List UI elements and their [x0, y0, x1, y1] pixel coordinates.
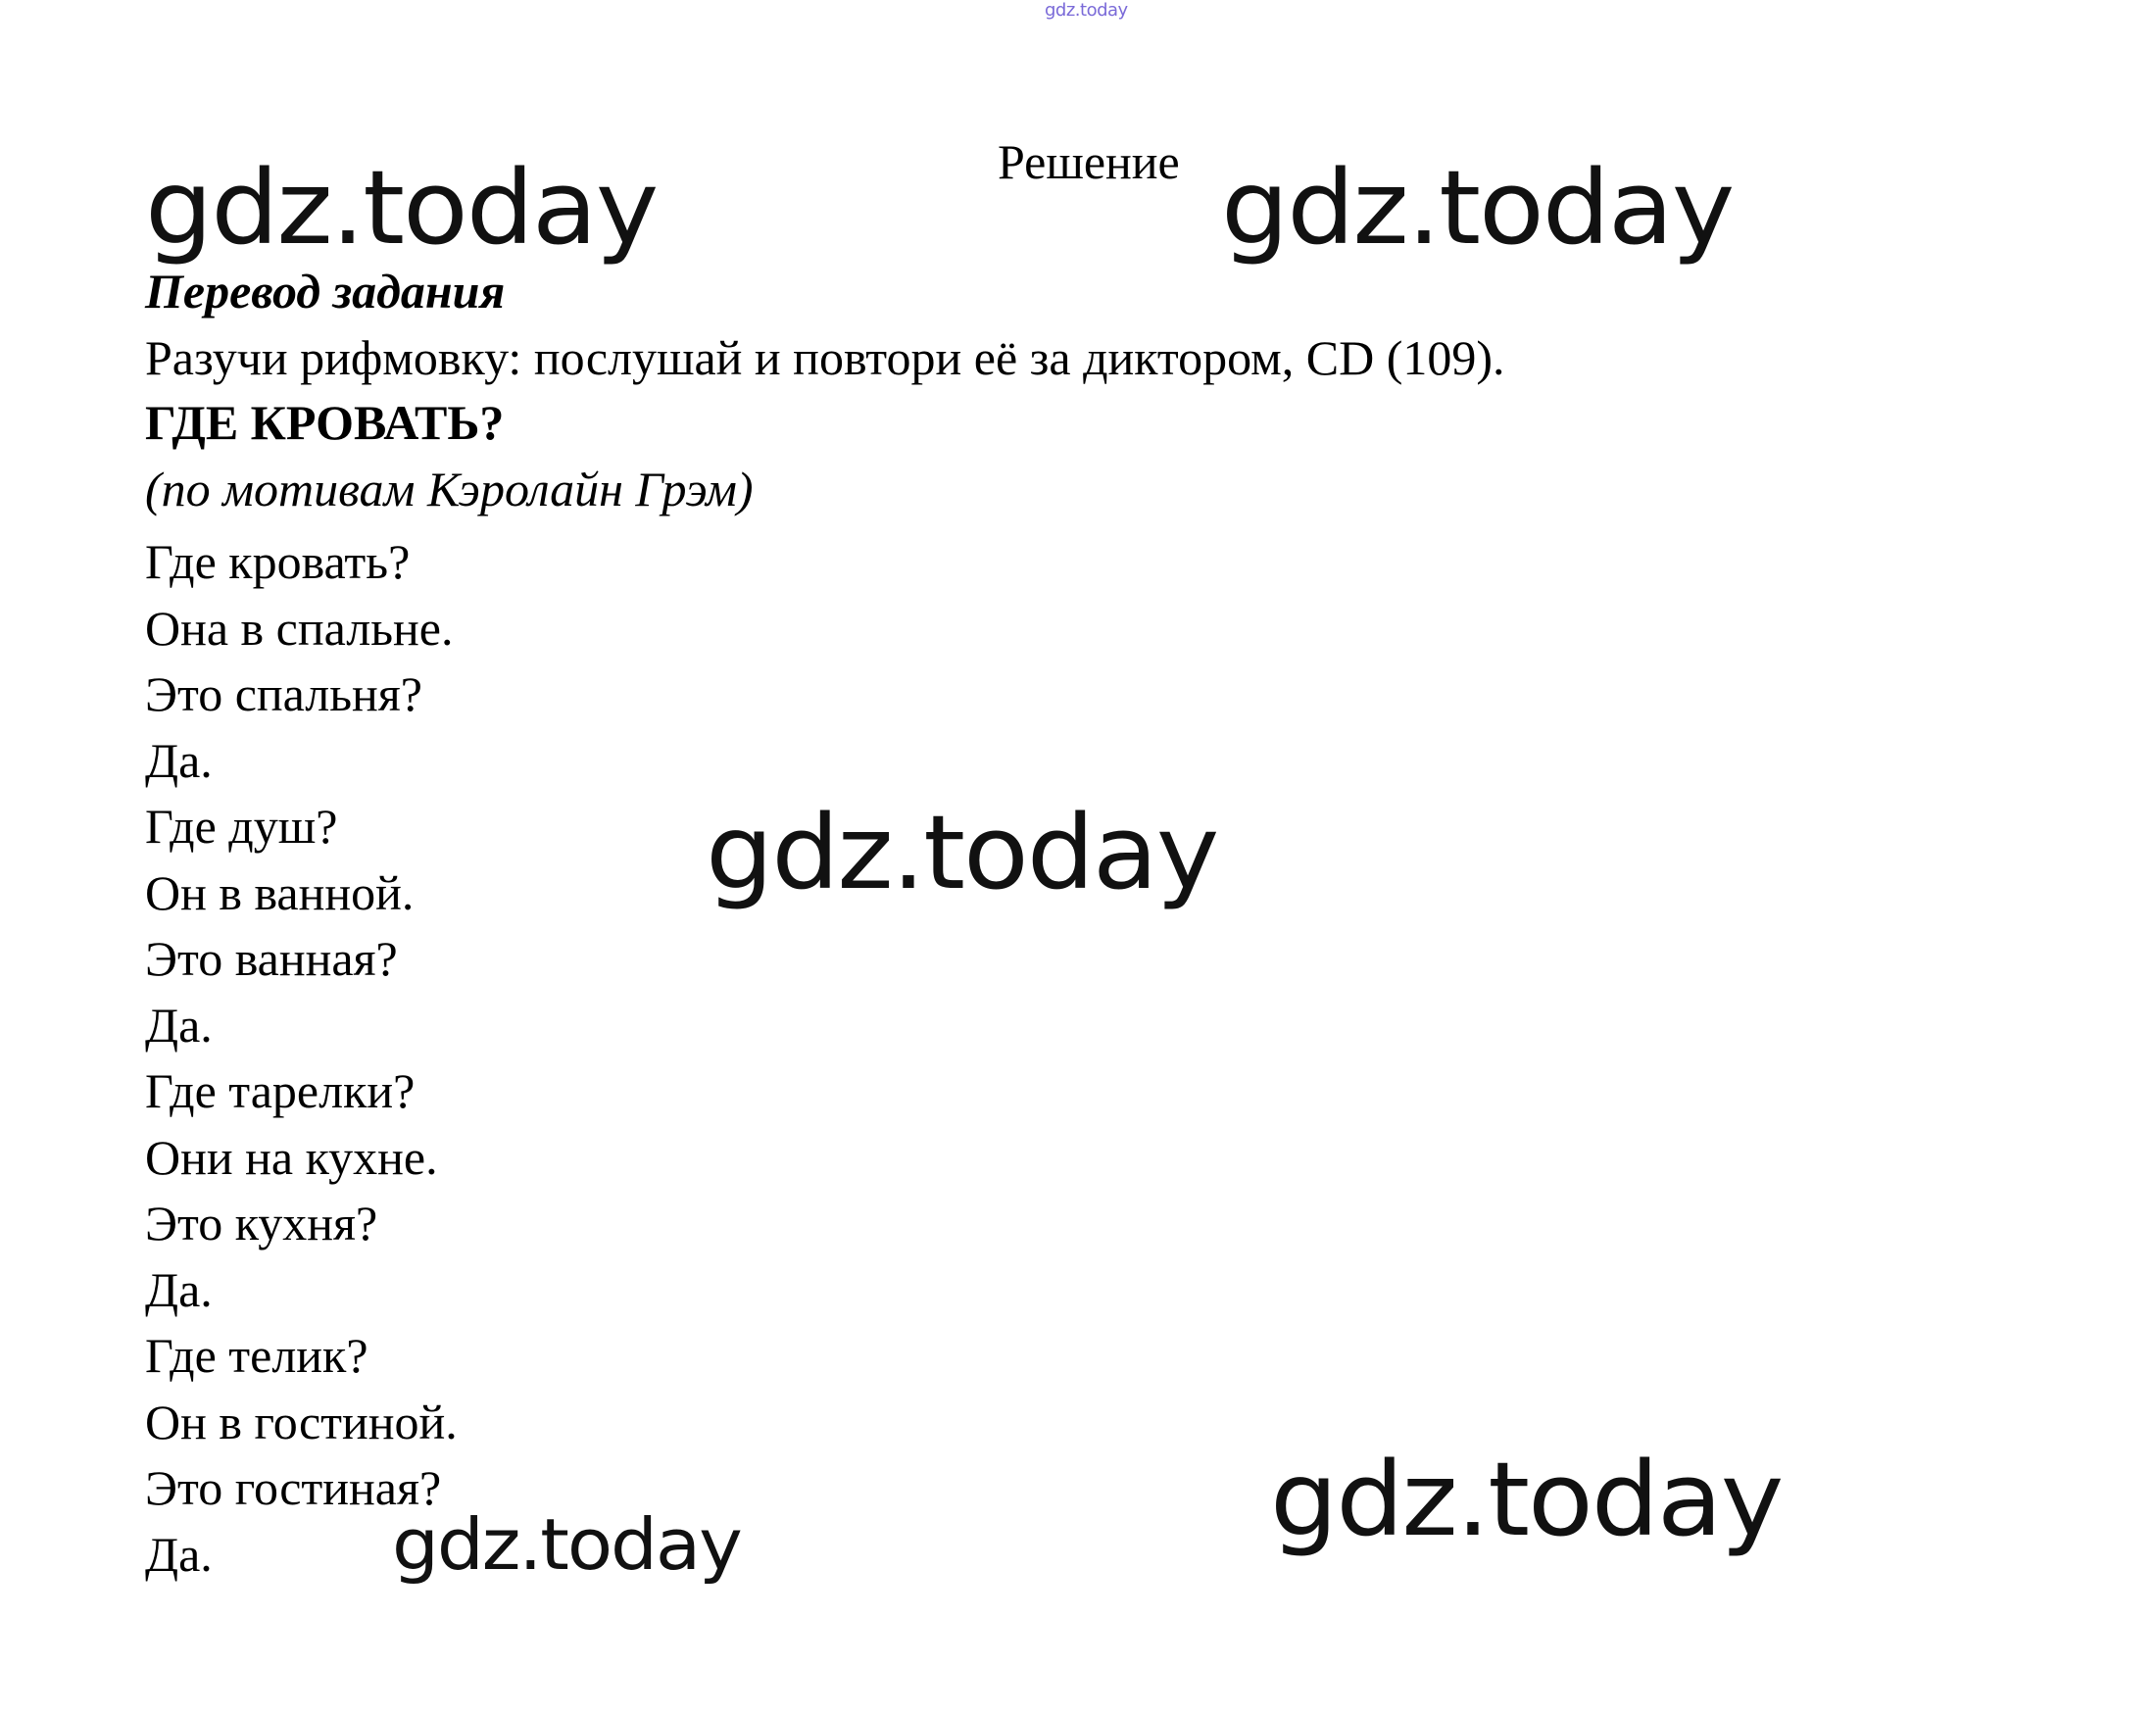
poem-line: Да. [145, 1261, 213, 1317]
poem-line: Они на кухне. [145, 1129, 438, 1185]
watermark: gdz.today [145, 148, 658, 268]
poem-subtitle: (по мотивам Кэролайн Грэм) [145, 462, 754, 516]
poem-line: Это ванная? [145, 931, 398, 986]
solution-label: Решение [998, 134, 1180, 189]
poem-line: Где тарелки? [145, 1063, 416, 1118]
watermark: gdz.today [1270, 1440, 1783, 1559]
poem-line: Да. [145, 732, 213, 788]
watermark-top: gdz.today [1045, 0, 1128, 21]
poem-line: Да. [145, 1526, 213, 1582]
watermark: gdz.today [1221, 148, 1734, 268]
poem-lines [145, 529, 458, 1588]
poem-line: Он в гостиной. [145, 1394, 458, 1449]
poem-line: Это гостиная? [145, 1460, 442, 1515]
poem-title: ГДЕ КРОВАТЬ? [145, 395, 505, 450]
poem-line: Она в спальне. [145, 600, 454, 656]
poem-line: Да. [145, 997, 213, 1053]
poem-line: Это спальня? [145, 666, 422, 721]
watermark: gdz.today [706, 793, 1218, 912]
poem-line: Где телик? [145, 1328, 368, 1383]
poem-line: Он в ванной. [145, 864, 415, 920]
task-instruction: Разучи рифмовку: послушай и повтори её за диктором, CD (109). [145, 330, 1505, 385]
poem-line: Где душ? [145, 799, 338, 854]
section-title: Перевод задания [145, 264, 506, 319]
watermark: gdz.today [392, 1503, 741, 1586]
poem-line: Где кровать? [145, 534, 411, 589]
poem-line: Это кухня? [145, 1196, 378, 1250]
